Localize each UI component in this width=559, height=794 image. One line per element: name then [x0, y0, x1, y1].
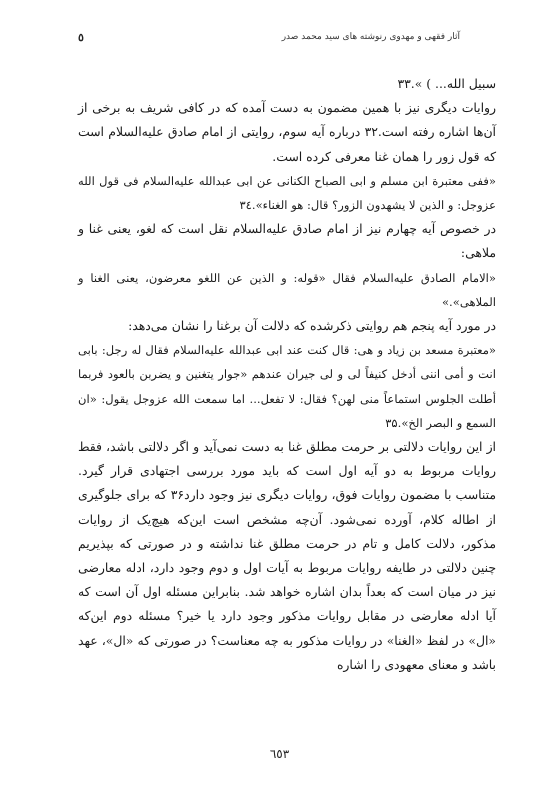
paragraph: از این روایات دلالتی بر حرمت مطلق غنا به دست نمی‌آید و اگر دلالتی باشد، فقط روایات مربوط به دو آیه اول است که باید مورد بررسی اجتهادی قرار گیرد. متناسب با مضمون روایات فوق، روایات دیگری نیز وجود دارد٣۶ که برای جلوگیری از اطاله کلام، آورده نمی‌شود. آن‌چه مشخص است این‌که هیچ‌یک از روایات مذکور، دلالت کامل و تام در حرمت مطلق غنا نداشته و در صورتی که بپذیریم چنین دلالتی در طایفه روایات مربوط به آیات اول و دوم وجود دارد، ادله معارضی نیز در میان است که بعداً بدان اشاره خواهد شد. بنابراین مسئله اول آن است که آیا ادله معارضی در مقابل روایات مذکور وجود دارد یا خیر؟ مسئله دوم این‌که «ال» در لفظ «الغنا» در روایات مذکور به چه معناست؟ در صورتی که «ال»، عهد باشد و معنای معهودی را اشاره — [78, 439, 496, 672]
hadith-quote: «الامام الصادق علیه‌السلام فقال «قوله: و الذین عن اللغو معرضون، یعنی الغنا و الملاهی».» — [78, 270, 496, 309]
running-header-mark: ٥ — [78, 31, 84, 44]
hadith-quote: «ففی معتبرة ابن مسلم و ابی الصباح الکنانی عن ابی عبدالله علیه‌السلام فی قول الله عزوجل: و الذین لا یشهدون الزور؟ قال: هو الغناء».٣٤ — [78, 173, 496, 213]
paragraph-closing-quote: سبیل الله... ) ».٣٣ — [397, 76, 496, 91]
paragraph: در خصوص آیه چهارم نیز از امام صادق علیه‌السلام نقل است که لغو، یعنی غنا و ملاهی: — [78, 221, 496, 261]
paragraph: روایات دیگری نیز با همین مضمون به دست آمده که در کافی شریف به برخی از آن‌ها اشاره رفته است.٣٢ درباره آیه سوم، روایتی از امام صادق علیه‌السلام است که قول زور را همان غنا معرفی کرده است. — [78, 100, 496, 164]
paragraph: در مورد آیه پنجم هم روایتی ذکرشده که دلالت آن برغنا را نشان می‌دهد: — [128, 318, 496, 334]
hadith-quote: «معتبرة مسعد بن زیاد و هی: قال کنت عند ابی عبدالله علیه‌السلام فقال له رجل: بابی انت و أمی اننی أدخل کنیفاً لی و لی جیران عندهم «جوار یتغنین و یضربن بالعود فربما أطلت الجلوس استماعاً منی لهن؟ فقال: لا تفعل... اما سمعت الله عزوجل یقول: «ان السمع و البصر الخ».٣۵ — [78, 343, 496, 430]
page-body — [78, 72, 496, 677]
running-header: آثار فقهی و مهدوی رنوشته های سید محمد صدر — [281, 32, 460, 42]
page-number: ٦٥٣ — [269, 747, 290, 761]
